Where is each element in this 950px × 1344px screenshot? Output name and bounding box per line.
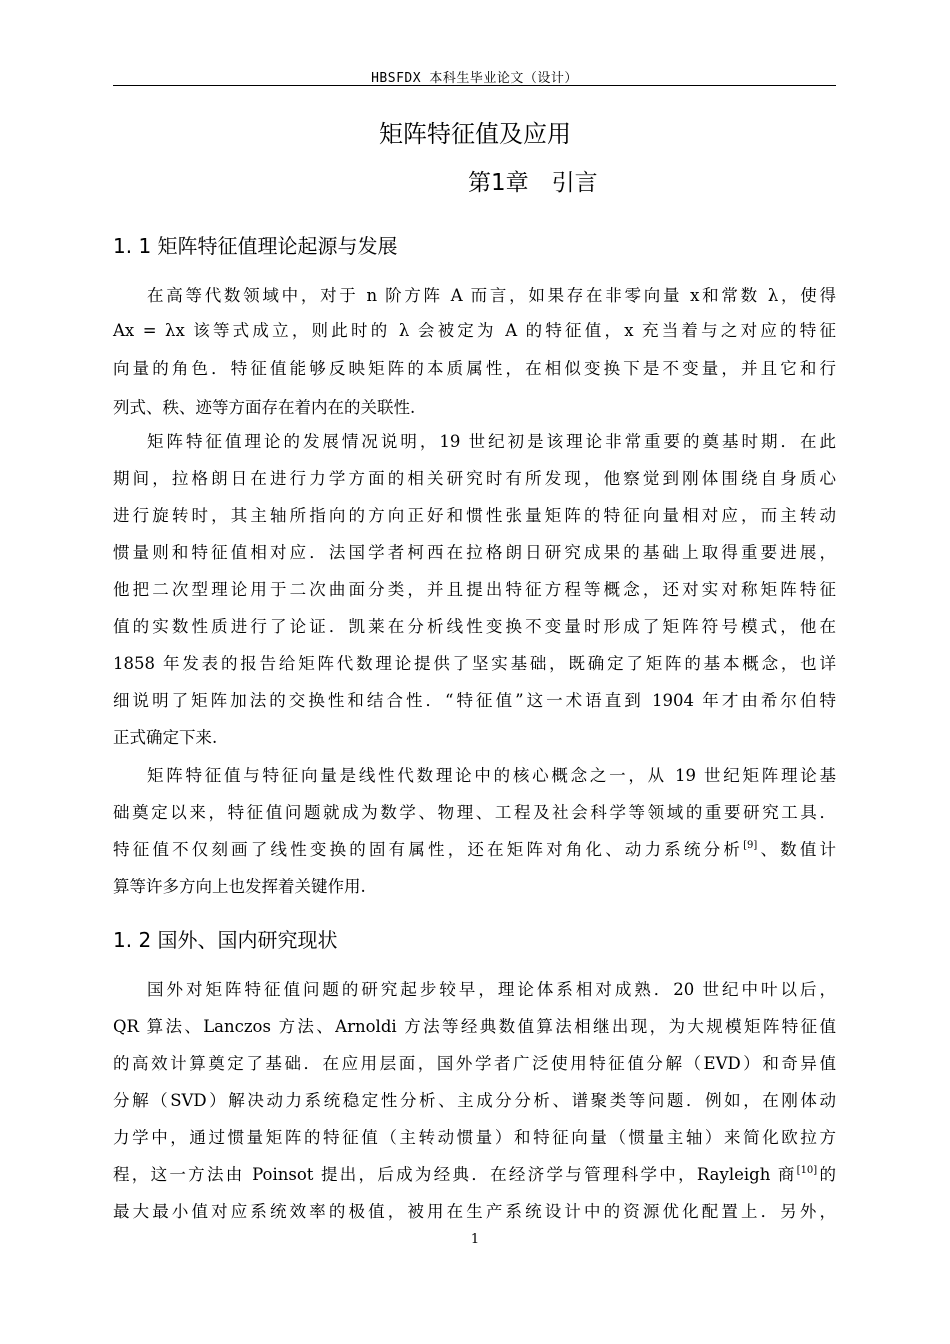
- text-line: 矩阵特征值与特征向量是线性代数理论中的核心概念之一，从 19 世纪矩阵理论基: [147, 766, 836, 785]
- text-line: 力学中，通过惯量矩阵的特征值（主转动惯量）和特征向量（惯量主轴）来简化欧拉方: [113, 1128, 836, 1147]
- text-line: 础奠定以来，特征值问题就成为数学、物理、工程及社会科学等领域的重要研究工具．: [113, 803, 836, 822]
- text-line: 在高等代数领域中，对于 n 阶方阵 A 而言，如果存在非零向量 x和常数 λ，使得: [147, 286, 836, 305]
- text-line: 列式、秩、迹等方面存在着内在的关联性.: [113, 398, 416, 417]
- text-line: 细说明了矩阵加法的交换性和结合性．“特征值”这一术语直到 1904 年才由希尔伯特: [113, 691, 836, 710]
- page-number: 1: [470, 1232, 480, 1247]
- text-line: 算等许多方向上也发挥着关键作用.: [113, 877, 366, 896]
- text-line: 正式确定下来.: [113, 728, 218, 747]
- text-line: QR 算法、Lanczos 方法、Arnoldi 方法等经典数值算法相继出现，为大规模矩阵特征值: [113, 1017, 836, 1036]
- text-line: 值的实数性质进行了论证．凯莱在分析线性变换不变量时形成了矩阵符号模式，他在: [113, 617, 836, 636]
- section-heading-1-2: 1. 2 国外、国内研究现状: [113, 928, 338, 952]
- citation-ref-10[interactable]: [10]: [796, 1165, 818, 1176]
- running-header: HBSFDX 本科生毕业论文（设计）: [371, 71, 578, 86]
- text-line: 向量的角色．特征值能够反映矩阵的本质属性，在相似变换下是不变量，并且它和行: [113, 359, 836, 378]
- text-line: 惯量则和特征值相对应．法国学者柯西在拉格朗日研究成果的基础上取得重要进展，: [113, 543, 836, 562]
- text-segment: 、数值计: [757, 840, 837, 859]
- citation-ref-9[interactable]: [9]: [743, 840, 758, 851]
- text-line: 的高效计算奠定了基础．在应用层面，国外学者广泛使用特征值分解（EVD）和奇异值: [113, 1054, 836, 1073]
- text-line: 期间，拉格朗日在进行力学方面的相关研究时有所发现，他察觉到刚体围绕自身质心: [113, 469, 836, 488]
- text-segment: 的: [817, 1165, 836, 1184]
- text-line: 矩阵特征值理论的发展情况说明，19 世纪初是该理论非常重要的奠基时期．在此: [147, 432, 836, 451]
- text-line: 1858 年发表的报告给矩阵代数理论提供了坚实基础，既确定了矩阵的基本概念，也详: [113, 654, 836, 673]
- text-line: 进行旋转时，其主轴所指向的方向正好和惯性张量矩阵的特征向量相对应，而主转动: [113, 506, 836, 525]
- chapter-heading: 第1章 引言: [468, 170, 598, 196]
- text-line: [113, 1159, 836, 1191]
- document-title: 矩阵特征值及应用: [379, 120, 571, 148]
- text-line: 他把二次型理论用于二次曲面分类，并且提出特征方程等概念，还对实对称矩阵特征: [113, 580, 836, 599]
- text-line: 国外对矩阵特征值问题的研究起步较早，理论体系相对成熟．20 世纪中叶以后，: [147, 980, 836, 999]
- text-line: Ax = λx 该等式成立，则此时的 λ 会被定为 A 的特征值，x 充当着与之对应的特征: [113, 321, 836, 340]
- text-line: [113, 834, 836, 866]
- text-segment: 程，这一方法由 Poinsot 提出，后成为经典．在经济学与管理科学中，Rayleigh 商: [113, 1165, 797, 1184]
- text-segment: 特征值不仅刻画了线性变换的固有属性，还在矩阵对角化、动力系统分析: [113, 840, 744, 859]
- text-line: 分解（SVD）解决动力系统稳定性分析、主成分分析、谱聚类等问题．例如，在刚体动: [113, 1091, 836, 1110]
- section-heading-1-1: 1. 1 矩阵特征值理论起源与发展: [113, 234, 398, 258]
- text-line: 最大最小值对应系统效率的极值，被用在生产系统设计中的资源优化配置上．另外，: [113, 1202, 836, 1221]
- header-rule: [113, 85, 836, 86]
